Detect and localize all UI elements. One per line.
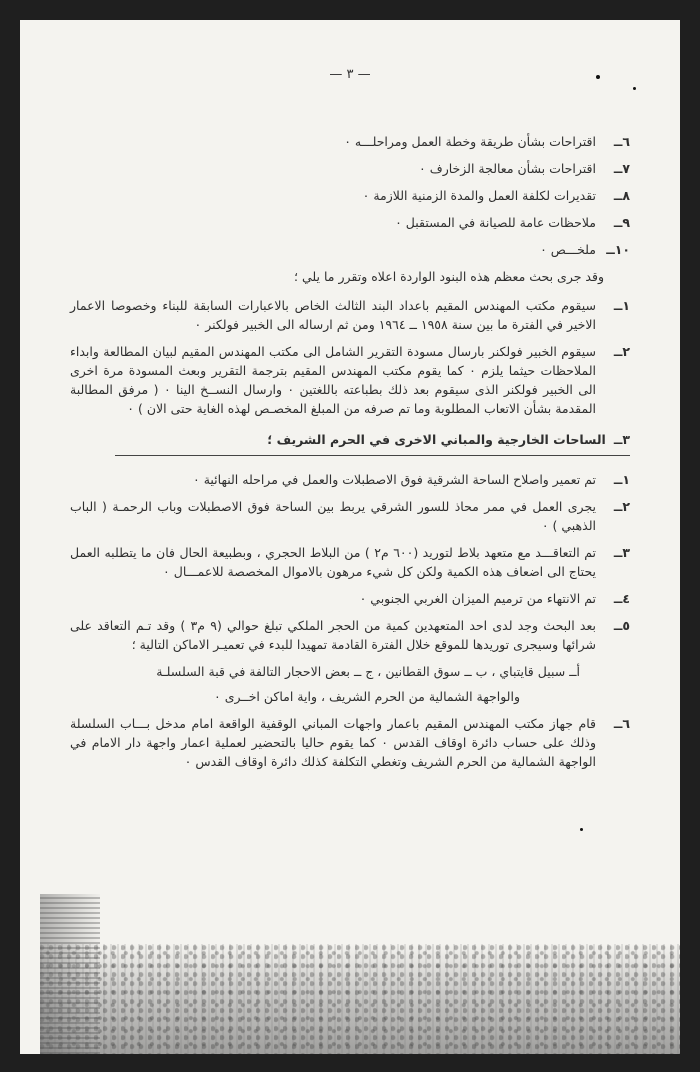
item-number: ٩ــ bbox=[613, 215, 630, 230]
item-text: تم تعمير واصلاح الساحة الشرقية فوق الاصطبلات والعمل في مراحله النهائية ٠ bbox=[193, 472, 596, 487]
item-number: ٦ــ bbox=[613, 716, 630, 731]
section-number: ٣ــ bbox=[613, 432, 630, 447]
section-item bbox=[70, 543, 630, 581]
item-number: ٤ــ bbox=[613, 591, 630, 606]
decision-item bbox=[70, 296, 630, 334]
sub-item: أــ سبيل قايتباي ، ب ــ سوق القطانين ، ج ــ بعض الاحجار التالفة في قبة السلسلـة bbox=[156, 664, 580, 679]
section-item bbox=[70, 497, 630, 535]
section-title: الساحات الخارجية والمباني الاخرى في الحرم الشريف ؛ bbox=[267, 432, 606, 447]
item-text: قام جهاز مكتب المهندس المقيم باعمار واجهات المباني الوقفية الواقعة امام مدخل بـــاب السلسلة وذلك على حساب دائرة اوقاف القدس ٠ كما يقوم حاليا بالتحضير لعملية اعمار واجهة دار الامام في الواجهة الشمالية من الحرم الشريف وتغطي التكلفة كذلك دائرة اوقاف القدس ٠ bbox=[70, 716, 596, 769]
section-item bbox=[70, 616, 630, 654]
document-page bbox=[20, 20, 680, 1054]
item-number: ٥ــ bbox=[613, 618, 630, 633]
item-text: اقتراحات بشأن معالجة الزخارف ٠ bbox=[419, 161, 596, 176]
page-number: — ٣ — bbox=[329, 67, 371, 82]
item-text: اقتراحات بشأن طريقة وخطة العمل ومراحلـــه ٠ bbox=[344, 134, 596, 149]
ink-speck bbox=[633, 87, 636, 90]
item-number: ٢ــ bbox=[613, 499, 630, 514]
section-item bbox=[70, 589, 630, 608]
scan-artifact-edge bbox=[40, 894, 100, 1054]
intro-note: وقد جرى بحث معظم هذه البنود الواردة اعلاه وتقرر ما يلي ؛ bbox=[294, 269, 604, 284]
item-text: يجرى العمل في ممر محاذ للسور الشرقي يربط بين الساحة فوق الاصطبلات وباب الرحمـة ( الباب الذهبي ) ٠ bbox=[70, 499, 596, 533]
decision-item bbox=[70, 342, 630, 418]
item-number: ٢ــ bbox=[613, 344, 630, 359]
list-item bbox=[70, 159, 630, 178]
item-text: تم الانتهاء من ترميم الميزان الغربي الجنوبي ٠ bbox=[359, 591, 596, 606]
item-number: ١ــ bbox=[613, 298, 630, 313]
item-text: تقديرات لكلفة العمل والمدة الزمنية اللازمة ٠ bbox=[362, 188, 596, 203]
item-text: سيقوم مكتب المهندس المقيم باعداد البند الثالث الخاص بالاعبارات السابقة للبناء وخصوصا الاعمار الاخير في الفترة ما بين سنة ١٩٥٨ ــ ١٩٦٤ ومن ثم ارساله الى الخبير فولكنر ٠ bbox=[70, 298, 596, 332]
scan-artifact-band bbox=[40, 944, 680, 1054]
list-item bbox=[70, 213, 630, 232]
item-number: ١ــ bbox=[613, 472, 630, 487]
section-heading bbox=[115, 430, 630, 456]
item-number: ٧ــ bbox=[613, 161, 630, 176]
section-item bbox=[70, 714, 630, 771]
sub-item-continuation: والواجهة الشمالية من الحرم الشريف ، واية اماكن اخــرى ٠ bbox=[214, 689, 520, 704]
section-item bbox=[70, 470, 630, 489]
item-text: تم التعاقـــد مع متعهد بلاط لتوريد (٦٠٠ م٢ ) من البلاط الحجري ، وبطبيعة الحال فان ما يتطلبه العمل يحتاج الى اضعاف هذه الكمية ولكن كل شيء مرهون بالاموال المخصصة للاعمـــال ٠ bbox=[70, 545, 596, 579]
list-item bbox=[70, 240, 630, 259]
ink-speck bbox=[580, 828, 583, 831]
item-number: ١٠ــ bbox=[606, 242, 630, 257]
list-item bbox=[70, 132, 630, 151]
item-number: ٦ــ bbox=[613, 134, 630, 149]
item-text: سيقوم الخبير فولكنر بارسال مسودة التقرير الشامل الى مكتب المهندس المقيم لبيان المطالعة وابداء الملاحظات حيثما يلزم ٠ كما يقوم مكتب المهندس المقيم بترجمة التقرير وبعث المسودة مرة اخرى الى الخبير فولكنر الذى سيقوم بعد ذلك بطباعته باللغتين ٠ وارسال النســخ الينا ٠ ( مرفق المطالبة المقدمة بشأن الاتعاب المطلوبة وما تم صرفه من المبلغ المخصـص لهذه الغاية حتى الان ) ٠ bbox=[70, 344, 596, 416]
item-number: ٣ــ bbox=[613, 545, 630, 560]
list-item bbox=[70, 186, 630, 205]
item-text: بعد البحث وجد لدى احد المتعهدين كمية من الحجر الملكي تبلغ حوالي (٩ م٣ ) وقد تـم التعاقد على شرائها وسيجرى توريدها للموقع خلال الفترة القادمة تمهيدا للبدء في تعميـر الاماكن التالية ؛ bbox=[70, 618, 596, 652]
item-text: ملخـــص ٠ bbox=[540, 242, 596, 257]
item-number: ٨ــ bbox=[613, 188, 630, 203]
item-text: ملاحظات عامة للصيانة في المستقبل ٠ bbox=[395, 215, 596, 230]
document-body bbox=[70, 132, 630, 779]
